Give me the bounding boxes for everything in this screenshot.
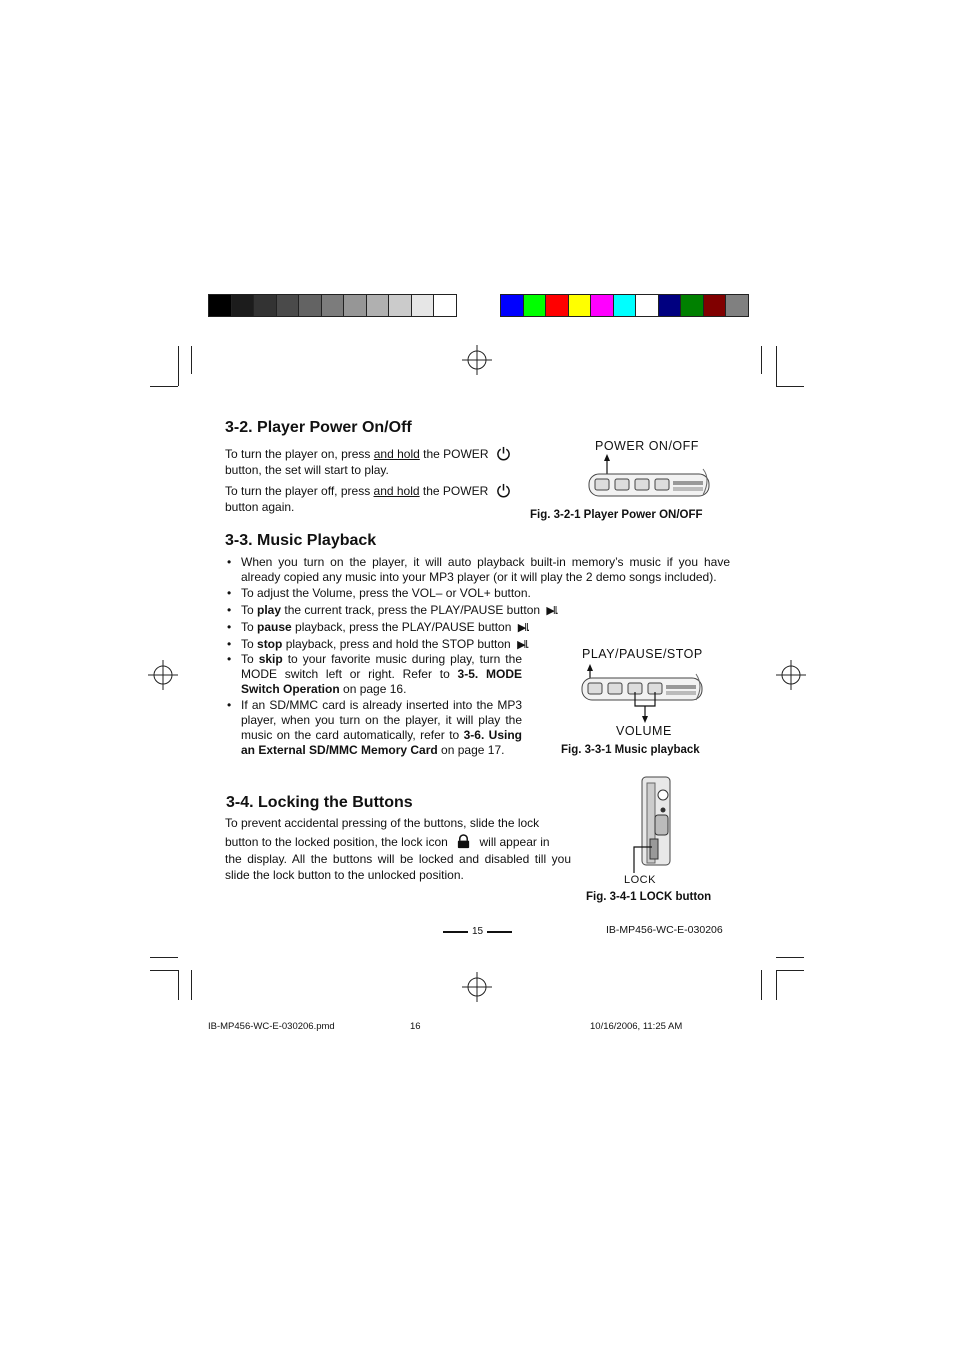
list-item: • When you turn on the player, it will auto playback built-in memory’s music if you have already copied any music into your MP3 player (or it will play the 2 demo songs included).: [225, 555, 730, 585]
registration-mark-right: [776, 660, 806, 690]
play-pause-icon: ▶‖: [517, 622, 527, 634]
list-item: • To stop playback, press and hold the STOP button ▶‖.: [225, 637, 730, 653]
lock-paragraph-rest: the display. All the buttons will be locked and disabled till you slide the lock button to the unlocked position.: [225, 852, 571, 882]
power-icon: [496, 483, 511, 498]
calibration-swatch: [523, 294, 547, 317]
lock-paragraph-line2: button to the locked position, the lock icon will appear in: [225, 835, 550, 849]
document-code: IB-MP456-WC-E-030206: [606, 924, 723, 936]
calibration-swatch: [253, 294, 277, 317]
figure-caption-playback: Fig. 3-3-1 Music playback: [561, 744, 700, 756]
power-off-paragraph: To turn the player off, press and hold the POWER button again.: [225, 483, 540, 515]
player-side-illustration-lock: [628, 775, 676, 875]
page-number-rule-right: [487, 931, 512, 933]
figure-caption-power: Fig. 3-2-1 Player Power ON/OFF: [530, 509, 703, 521]
calibration-swatch: [298, 294, 322, 317]
figure-label-play-pause-stop: PLAY/PAUSE/STOP: [582, 647, 703, 661]
calibration-swatch: [388, 294, 412, 317]
calibration-swatch: [276, 294, 300, 317]
calibration-swatch: [568, 294, 592, 317]
section-heading-music: 3-3. Music Playback: [225, 532, 377, 549]
print-timestamp: 10/16/2006, 11:25 AM: [590, 1021, 683, 1032]
calibration-swatch: [343, 294, 367, 317]
calibration-swatch: [613, 294, 637, 317]
registration-mark-bottom: [462, 972, 492, 1002]
play-pause-icon: ▶‖: [517, 639, 527, 651]
page-number-rule-left: [443, 931, 468, 933]
list-item: • If an SD/MMC card is already inserted into the MP3 player, when you turn on the player, it will play the music on the card automatically, refer to 3-6. Using an External SD/MMC Memory Card on page 17.: [225, 698, 522, 758]
registration-mark-top: [462, 345, 492, 375]
calibration-swatch: [411, 294, 435, 317]
figure-caption-lock: Fig. 3-4-1 LOCK button: [586, 891, 712, 903]
section-heading-lock: 3-4. Locking the Buttons: [226, 794, 413, 811]
calibration-swatch: [321, 294, 345, 317]
registration-mark-left: [148, 660, 178, 690]
calibration-swatch: [231, 294, 255, 317]
calibration-swatch: [433, 294, 457, 317]
power-icon: [496, 446, 511, 461]
list-item: • To adjust the Volume, press the VOL– or VOL+ button.: [225, 586, 730, 601]
calibration-swatch: [635, 294, 659, 317]
figure-label-lock: LOCK: [624, 874, 656, 886]
player-buttons-illustration-power: [585, 454, 715, 502]
calibration-swatch: [208, 294, 232, 317]
print-sheet-number: 16: [410, 1021, 421, 1032]
calibration-swatch: [658, 294, 682, 317]
calibration-swatch: [703, 294, 727, 317]
list-item: • To play the current track, press the PLAY/PAUSE button ▶‖.: [225, 603, 730, 619]
list-item: • To skip to your favorite music during play, turn the MODE switch left or right. Refer to 3-5. MODE Switch Operation on page 16.: [225, 652, 522, 697]
player-buttons-illustration-playback: [578, 662, 708, 724]
calibration-swatch: [366, 294, 390, 317]
calibration-swatch: [545, 294, 569, 317]
power-on-paragraph: To turn the player on, press and hold the POWER button, the set will start to play.: [225, 446, 540, 478]
calibration-swatch: [725, 294, 749, 317]
page-number: 15: [472, 926, 484, 937]
calibration-swatch: [500, 294, 524, 317]
figure-label-volume: VOLUME: [616, 724, 672, 738]
calibration-swatch: [680, 294, 704, 317]
lock-paragraph-line1: To prevent accidental pressing of the buttons, slide the lock: [225, 816, 540, 830]
figure-label-power: POWER ON/OFF: [595, 439, 699, 453]
section-heading-power: 3-2. Player Power On/Off: [225, 419, 412, 436]
print-file-name: IB-MP456-WC-E-030206.pmd: [208, 1021, 335, 1032]
list-item: • To pause playback, press the PLAY/PAUSE button ▶‖.: [225, 620, 730, 636]
lock-icon: [456, 834, 471, 849]
calibration-swatch: [590, 294, 614, 317]
play-pause-icon: ▶‖: [546, 605, 556, 617]
